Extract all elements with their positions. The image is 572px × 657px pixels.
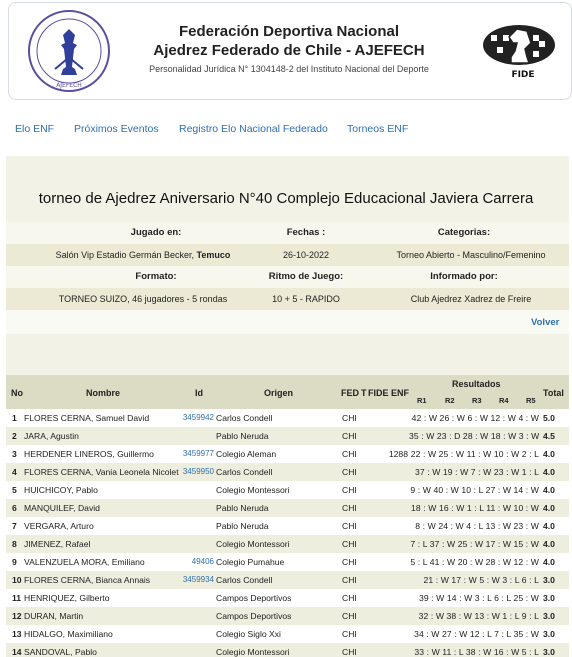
spacer-band [6,335,569,375]
player-origin: Campos Deportivos [216,611,292,621]
player-fide-rating [368,607,408,625]
player-fed: CHI [342,467,357,477]
header-subtitle: Personalidad Jurídica N° 1304148-2 del Instituto Nacional del Deporte [149,64,429,74]
col-fide-enf: FIDE ENF [368,388,410,398]
player-number: 7 [12,521,17,531]
player-name: HERDENER LINEROS, Guillermo [24,449,154,459]
table-row[interactable] [6,499,569,517]
label-fechas: Fechas : [286,227,326,238]
player-fed: CHI [342,539,357,549]
player-name: HIDALGO, Maximiliano [24,629,113,639]
nav-proximos-eventos[interactable]: Próximos Eventos [74,123,159,135]
player-number: 14 [12,647,22,657]
svg-text:AJEFECH: AJEFECH [56,82,82,89]
player-total: 4.0 [543,449,555,459]
table-row[interactable] [6,409,569,427]
player-id-link[interactable]: 49406 [191,557,214,566]
player-name: SANDOVAL, Pablo [24,647,97,657]
results-table-header [6,375,569,409]
player-results: 8 : W 24 : W 4 : L 13 : W 23 : W [415,521,539,531]
player-total: 4.0 [543,503,555,513]
player-number: 6 [12,503,17,513]
value-formato: TORNEO SUIZO, 46 jugadores - 5 rondas [58,294,228,304]
col-fed: FED [341,388,359,398]
player-fide-rating [368,517,408,535]
player-number: 12 [12,611,22,621]
col-r1: R1 [417,396,427,405]
player-id-link[interactable]: 3459942 [182,413,214,422]
player-fed: CHI [342,647,357,657]
nav-registro-elo[interactable]: Registro Elo Nacional Federado [179,123,328,135]
value-fechas: 26-10-2022 [282,250,330,260]
player-fide-rating [368,427,408,445]
player-total: 3.0 [543,611,555,621]
volver-link[interactable]: Volver [531,317,560,328]
player-name: VERGARA, Arturo [24,521,94,531]
svg-text:FIDE: FIDE [511,70,535,80]
player-name: JARA, Agustin [24,431,79,441]
volver-bar [6,310,569,334]
player-fide-rating [368,553,408,571]
player-results: 32 : W 38 : W 13 : W 1 : L 9 : L [418,611,539,621]
player-fed: CHI [342,611,357,621]
player-results: 22 : W 25 : W 11 : W 10 : W 2 : L [410,449,539,459]
player-name: HENRIQUEZ, Gilberto [24,593,110,603]
col-origen: Origen [264,388,294,398]
player-total: 3.0 [543,593,555,603]
player-total: 4.0 [543,557,555,567]
player-name: VALENZUELA MORA, Emiliano [24,557,145,567]
player-fide-rating [368,409,408,427]
player-fed: CHI [342,431,357,441]
site-header [8,2,572,100]
tournament-title: torneo de Ajedrez Aniversario N°40 Complejo Educacional Javiera Carrera [38,190,534,207]
header-title-line2: Ajedrez Federado de Chile - AJEFECH [153,42,425,59]
player-fed: CHI [342,503,357,513]
value-ritmo: 10 + 5 - RAPIDO [272,294,340,304]
player-origin: Pablo Neruda [216,503,269,513]
player-results: 35 : W 23 : D 28 : W 18 : W 3 : W [409,431,539,441]
player-results: 9 : W 40 : W 10 : L 27 : W 14 : W [410,485,539,495]
player-id-link[interactable] [166,643,214,657]
col-no: No [11,388,23,398]
nav-elo-enf[interactable]: Elo ENF [15,123,55,135]
player-origin: Colegio Siglo Xxi [216,629,281,639]
player-total: 4.0 [543,539,555,549]
value-jugado-en: Salón Vip Estadio Germán Becker, Temuco [55,250,231,260]
player-origin: Carlos Condell [216,467,273,477]
col-r4: R4 [499,396,509,405]
table-row[interactable] [6,481,569,499]
player-id-link[interactable] [166,427,214,445]
col-resultados: Resultados [452,379,501,389]
table-row[interactable] [6,427,569,445]
player-name: HUICHICOY, Pablo [24,485,98,495]
player-total: 4.0 [543,485,555,495]
player-id-link[interactable]: 3459950 [182,467,214,476]
col-id: Id [195,388,203,398]
player-number: 1 [12,413,17,423]
player-number: 9 [12,557,17,567]
player-fed: CHI [342,593,357,603]
player-results: 33 : W 11 : L 38 : W 16 : W 5 : L [414,647,539,657]
player-fide-rating [368,589,408,607]
col-nombre: Nombre [86,388,121,398]
player-total: 4.0 [543,467,555,477]
player-name: FLORES CERNA, Vania Leonela Nicolet [24,467,179,477]
player-name: JIMENEZ, Rafael [24,539,91,549]
player-id-link[interactable]: 3459977 [182,449,214,458]
ajefech-logo [27,9,111,93]
player-results: 7 : L 37 : W 25 : W 17 : W 15 : W [410,539,539,549]
col-r5: R5 [526,396,536,405]
player-id-link[interactable]: 3459934 [182,575,214,584]
nav-torneos-enf[interactable]: Torneos ENF [347,123,409,135]
table-row[interactable] [6,553,569,571]
col-r2: R2 [445,396,455,405]
player-origin: Carlos Condell [216,413,273,423]
player-fide-rating [368,535,408,553]
player-origin: Colegio Montessori [216,647,290,657]
player-fide-rating [368,481,408,499]
label-categorias: Categorias: [437,227,491,238]
player-fide-rating [368,643,408,657]
player-number: 5 [12,485,17,495]
player-fed: CHI [342,575,357,585]
player-fed: CHI [342,485,357,495]
fide-logo [479,21,565,81]
player-total: 4.5 [543,431,555,441]
player-number: 13 [12,629,22,639]
player-name: FLORES CERNA, Samuel David [24,413,150,423]
player-fide-rating [368,463,408,481]
player-id-link[interactable] [166,535,214,553]
player-total: 3.0 [543,629,555,639]
info-values-row-1 [6,244,569,266]
player-fed: CHI [342,629,357,639]
player-id-link[interactable] [166,517,214,535]
player-fide-rating: 1288 [388,449,408,459]
value-informado: Club Ajedrez Xadrez de Freire [410,294,532,304]
player-results: 37 : W 19 : W 7 : W 23 : W 1 : L [414,467,539,477]
player-origin: Colegio Pumahue [216,557,285,567]
player-number: 11 [12,593,22,603]
player-name: DURAN, Martin [24,611,84,621]
player-origin: Colegio Montessori [216,539,290,549]
col-total: Total [543,388,564,398]
table-row[interactable] [6,643,569,657]
player-number: 8 [12,539,17,549]
label-informado: Informado por: [430,271,498,282]
player-origin: Carlos Condell [216,575,273,585]
player-results: 5 : L 41 : W 20 : W 28 : W 12 : W [410,557,539,567]
player-name: FLORES CERNA, Bianca Annais [24,575,151,585]
player-fed: CHI [342,413,357,423]
player-number: 10 [12,575,22,585]
player-total: 3.0 [543,647,555,657]
value-categorias: Torneo Abierto - Masculino/Femenino [396,250,546,260]
player-number: 3 [12,449,17,459]
player-origin: Pablo Neruda [216,521,269,531]
player-fed: CHI [342,521,357,531]
main-nav [0,123,572,139]
info-values-row-2 [6,288,569,310]
player-number: 4 [12,467,17,477]
player-origin: Campos Deportivos [216,593,292,603]
player-origin: Pablo Neruda [216,431,269,441]
col-t: T [361,388,367,398]
player-total: 3.0 [543,575,555,585]
player-fide-rating [368,499,408,517]
table-row[interactable] [6,625,569,643]
player-fide-rating [368,625,408,643]
player-name: MANQUILEF, David [24,503,100,513]
player-id-link[interactable] [166,589,214,607]
player-results: 39 : W 14 : W 3 : L 6 : L 25 : W [418,593,539,603]
player-origin: Colegio Montessori [216,485,290,495]
player-results: 21 : W 17 : W 5 : W 3 : L 6 : L [423,575,539,585]
table-row[interactable] [6,571,569,589]
table-row[interactable] [6,517,569,535]
label-formato: Formato: [135,271,177,282]
player-total: 5.0 [543,413,555,423]
player-id-link[interactable] [166,607,214,625]
player-fed: CHI [342,449,357,459]
player-results: 42 : W 26 : W 6 : W 12 : W 4 : W [411,413,539,423]
table-row[interactable] [6,463,569,481]
player-origin: Colegio Aleman [216,449,277,459]
info-labels-row-1 [6,222,569,244]
label-jugado-en: Jugado en: [130,227,182,238]
player-fed: CHI [342,557,357,567]
player-id-link[interactable] [166,625,214,643]
player-results: 18 : W 16 : W 1 : L 11 : W 10 : W [411,503,539,513]
player-fide-rating [368,571,408,589]
player-number: 2 [12,431,17,441]
header-title-line1: Federación Deportiva Nacional [178,23,400,40]
table-row[interactable] [6,589,569,607]
player-total: 4.0 [543,521,555,531]
player-results: 34 : W 27 : W 12 : L 7 : L 35 : W [414,629,539,639]
player-id-link[interactable] [166,481,214,499]
player-id-link[interactable] [166,499,214,517]
table-row[interactable] [6,535,569,553]
label-ritmo: Ritmo de Juego: [268,271,344,282]
col-r3: R3 [472,396,482,405]
table-row[interactable] [6,607,569,625]
table-row[interactable] [6,445,569,463]
info-labels-row-2 [6,266,569,288]
